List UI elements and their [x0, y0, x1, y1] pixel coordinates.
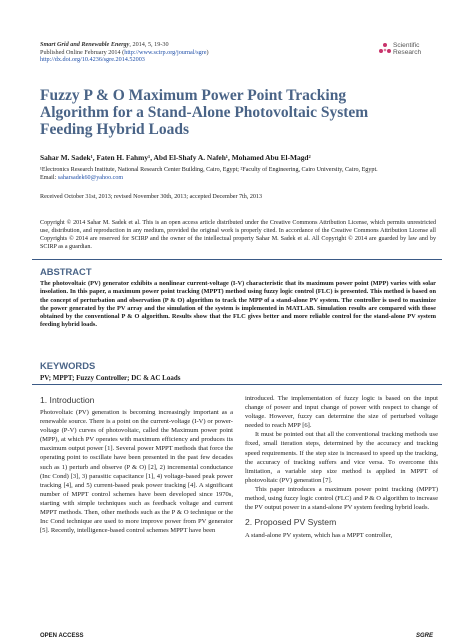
author-list: Sahar M. Sadek¹, Faten H. Fahmy¹, Abd El-Shafy A. Nafeh¹, Mohamed Abu El-Magd²: [40, 153, 311, 162]
footer-open-access: OPEN ACCESS: [40, 633, 84, 639]
right-column: [245, 394, 438, 540]
abstract-heading: ABSTRACT: [40, 266, 92, 277]
logo-line2: Research: [393, 49, 422, 57]
publisher-logo: [378, 40, 438, 64]
logo-mark-icon: [378, 42, 392, 56]
footer-journal-abbr: SGRE: [416, 633, 434, 639]
published-close: ): [206, 48, 209, 56]
journal-header: [40, 41, 209, 64]
logo-line1: Scientific: [393, 42, 420, 49]
left-column: [40, 408, 233, 535]
published-online: Published Online February 2014 (: [40, 48, 125, 56]
abstract-text: The photovoltaic (PV) generator exhibits a nonlinear current-voltage (I-V) characteristic that its maximum power point (MPP) varies with solar insolation. In this paper, a maximum power point tracking (MPPT) method using fuzzy logic control (FLC) is presented. This method is based on the concept of perturbation and observation (P & O) algorithm to track the MPP of a stand-alone PV system. The controller is used to maximize the power generated by the PV array and the simulation of the system is implemented in MATLAB. Simulation results are compared with those obtained by the conventional P & O algorithm. Results show that the FLC gives better and more reliable control for the stand-alone PV system feeding hybrid loads.: [40, 280, 436, 329]
affiliation: [40, 166, 436, 182]
paragraph: It must be pointed out that all the conventional tracking methods use fixed, small iteration steps, determined by the accuracy and tracking speed requirements. If the step size is increased to speed up the tracking, the accuracy of tracking suffers and vice versa. To overcome this limitation, a variable step size method is applied in MPPT of photovoltaic (PV) generation [7].: [245, 431, 438, 484]
received-dates: Received October 31st, 2013; revised November 30th, 2013; accepted December 7th, 2013: [40, 194, 263, 200]
keywords-heading: KEYWORDS: [40, 360, 96, 371]
paper-title: Fuzzy P & O Maximum Power Point Tracking Algorithm for a Stand-Alone Photovoltaic System Feeding Hybrid Loads: [40, 87, 369, 138]
intro-heading: 1. Introduction: [40, 395, 95, 405]
proposed-system-heading: 2. Proposed PV System: [245, 517, 337, 528]
email-link[interactable]: saharsadek60@yahoo.com: [57, 175, 124, 181]
section-divider: [32, 259, 442, 260]
email-label: Email:: [40, 175, 58, 181]
doi-link[interactable]: http://dx.doi.org/10.4236/sgre.2014.52003: [40, 56, 145, 64]
affiliation-text: ¹Electronics Research Institute, National Research Center Building, Cairo, Egypt; ²Faculty of Engineering, Cairo University, Cairo, Egypt.: [40, 167, 378, 173]
journal-name: Smart Grid and Renewable Energy: [40, 41, 130, 48]
intro-paragraph: Photovoltaic (PV) generation is becoming increasingly important as a renewable source. There is a point on the current-voltage (I-V) or power-voltage (P-V) curves of photovoltaic, called the Maximum power point (MPP), at which PV operates with maximum efficiency and produces its maximum output power [1]. Several power MPPT methods that force the operating point to oscillate have been presented in the past few decades such as 1) perturb and observe (P & O) [2], 2) incremental conductance (Inc Cond) [3], 3) parasitic capacitance [1], 4) voltage-based peak power tracking [4], and 5) current-based peak power tracking [4]. A significant number of MPPT control schemes have been developed since 1970s, starting with simple techniques such as feedback voltage and current MPPT methods. Then, other methods such as the P & O technique or the Inc Cond technique are used to more improve power from PV generator [5]. Recently, intelligence-based control schemes MPPT have been: [40, 409, 233, 535]
paragraph: A stand-alone PV system, which has a MPPT controller,: [245, 532, 393, 540]
keywords-text: PV; MPPT; Fuzzy Controller; DC & AC Loads: [40, 374, 181, 382]
section-divider: [32, 384, 442, 385]
copyright-notice: Copyright © 2014 Sahar M. Sadek et al. This is an open access article distributed under the Creative Commons Attribution License, which permits unrestricted use, distribution, and reproduction in any medium, provided the original work is properly cited. In accordance of the Creative Commons Attribution License all Copyrights © 2014 are reserved for SCIRP and the owner of the intellectual property Sahar M. Sadek et al. All Copyright © 2014 are guarded by law and by SCIRP as a guardian.: [40, 220, 436, 251]
paragraph: introduced. The implementation of fuzzy logic is based on the input change of power and input change of power with respect to change of voltage. However, fuzzy can determine the size of perturbed voltage needed to reach MPP [6].: [245, 395, 438, 430]
journal-volume: , 2014, 5, 19-30: [129, 41, 169, 48]
paragraph: This paper introduces a maximum power point tracking (MPPT) method, using fuzzy logic control (FLC) and P & O algorithm to increase the PV output power in a stand-alone PV system feeding hybrid loads.: [245, 485, 438, 512]
journal-url-link[interactable]: http://www.scirp.org/journal/sgre: [124, 48, 207, 56]
